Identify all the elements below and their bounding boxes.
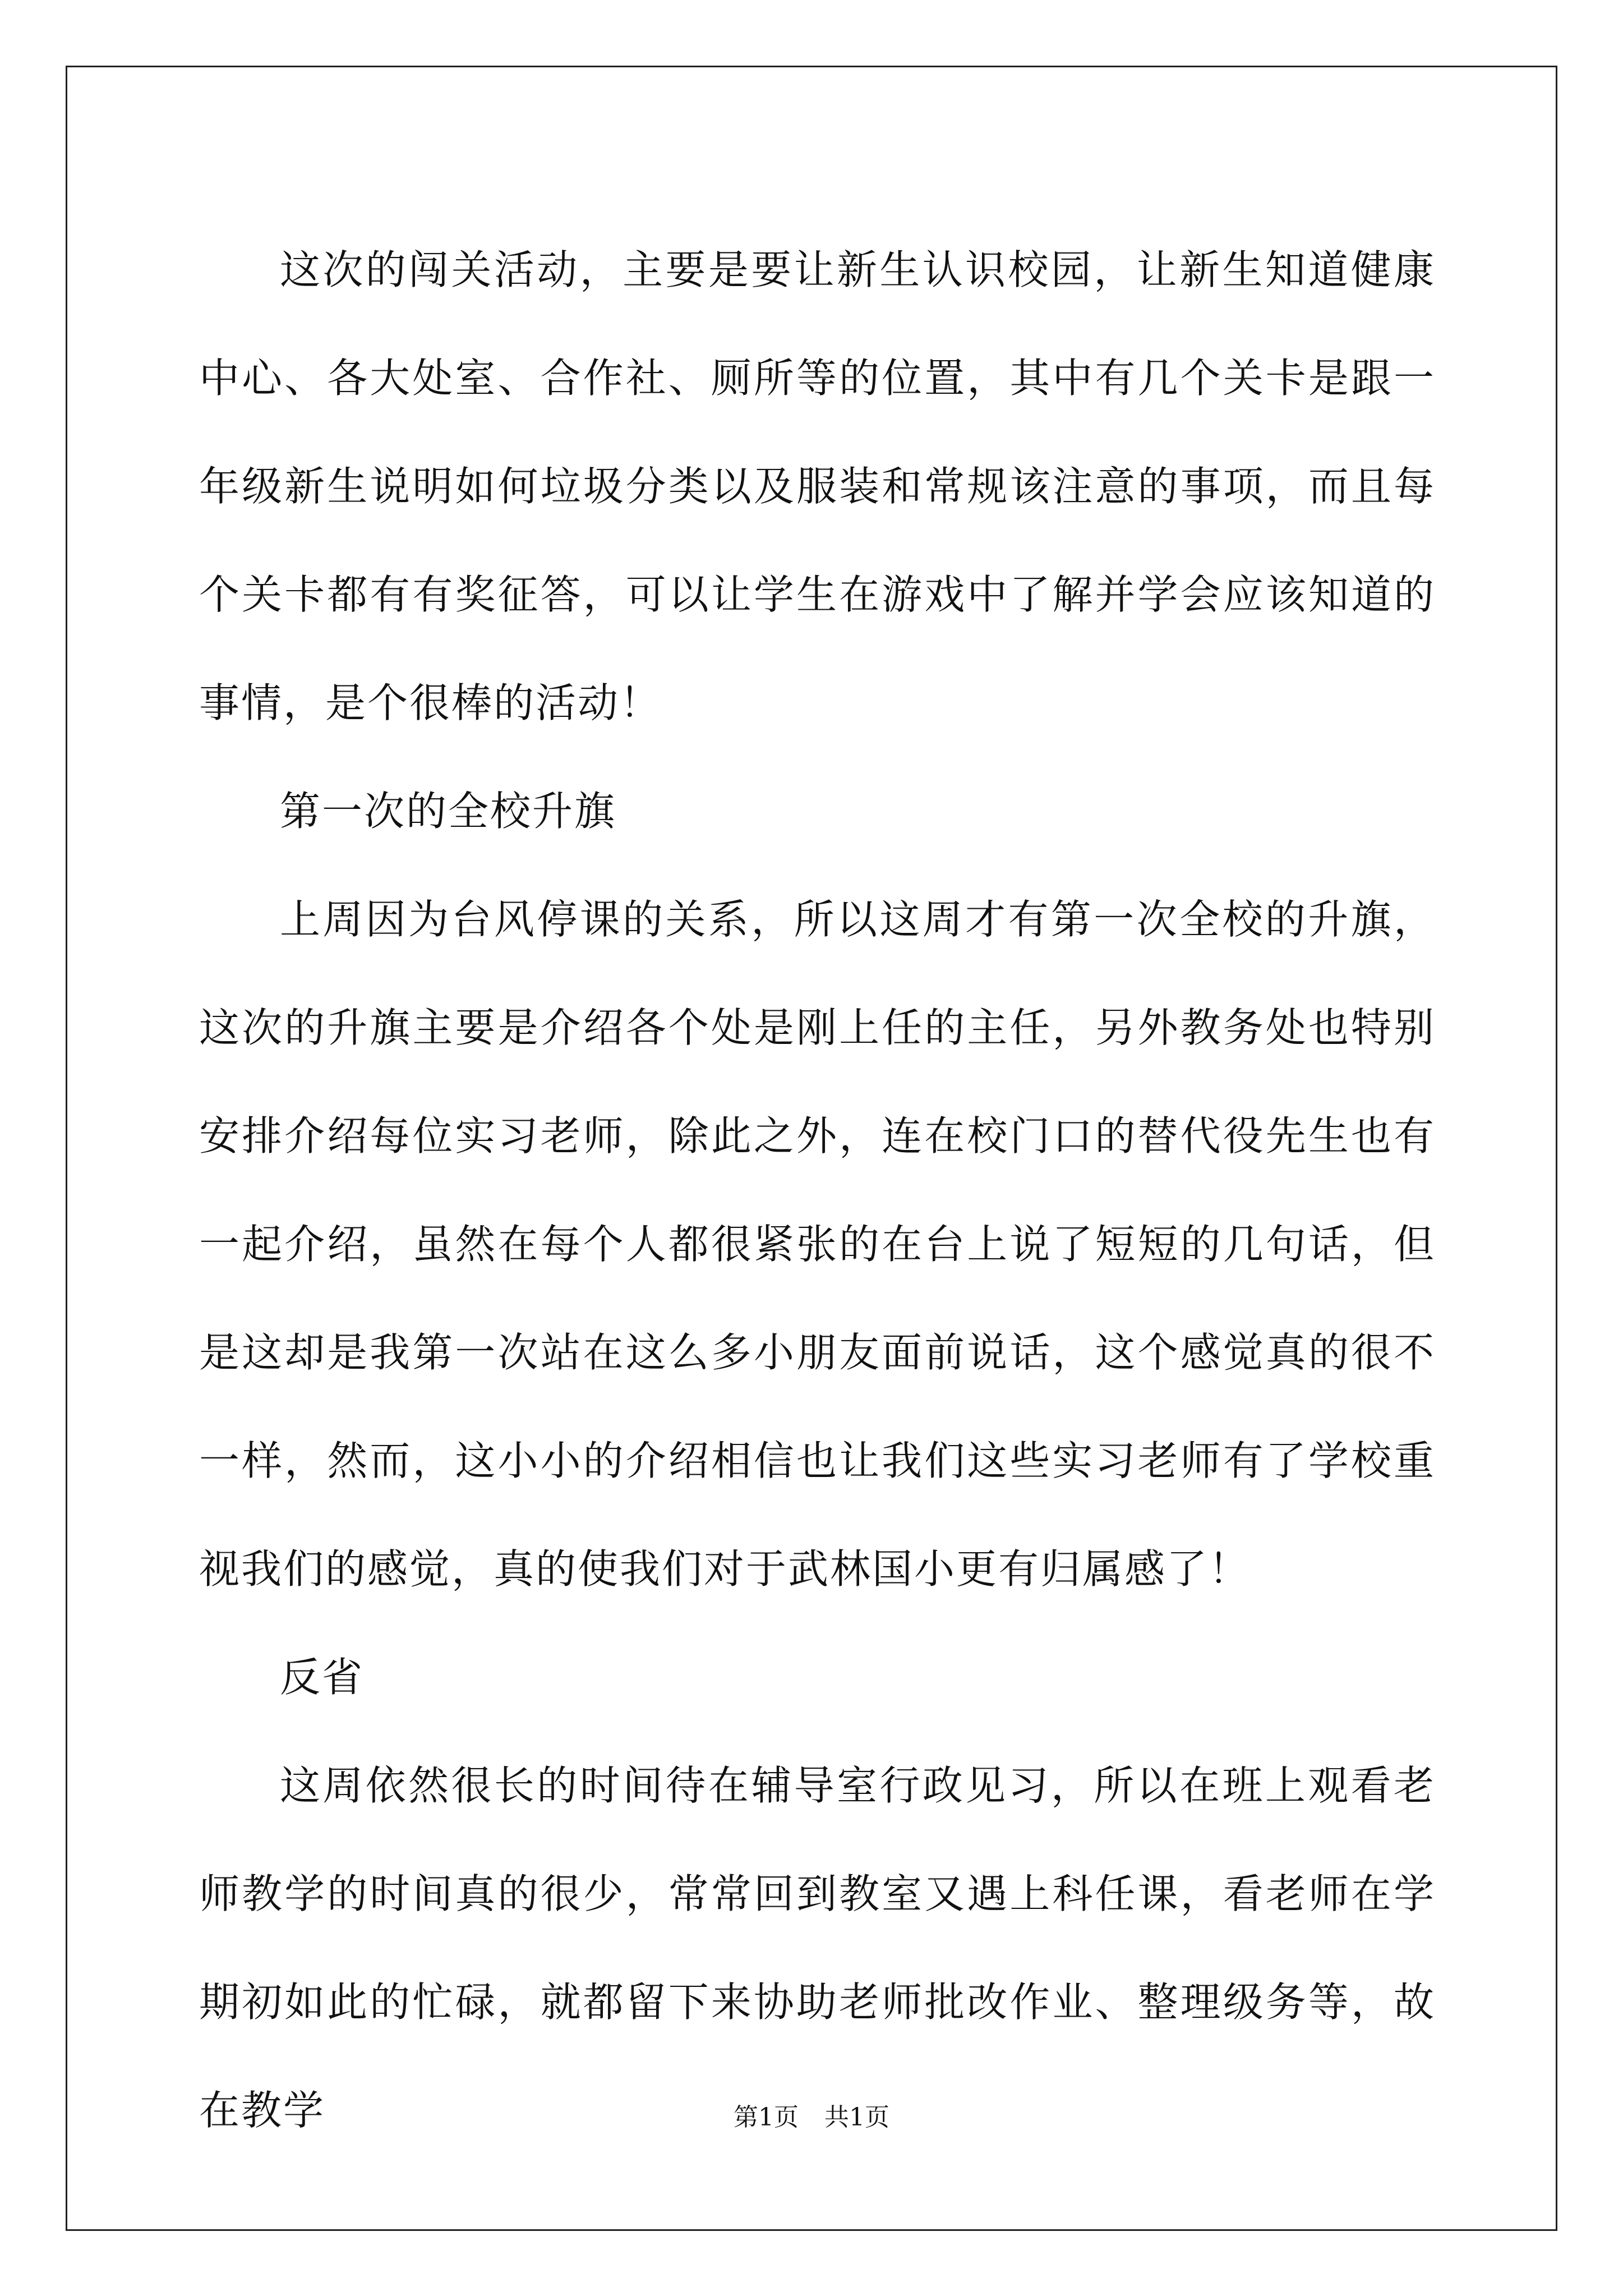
page-total: 共1页 xyxy=(824,2103,889,2132)
heading-reflection: 反省 xyxy=(280,1654,365,1701)
heading-first-flag-raising: 第一次的全校升旗 xyxy=(280,788,617,835)
page-footer xyxy=(0,2101,1623,2134)
page-number: 第1页 xyxy=(734,2103,799,2132)
document-body xyxy=(199,216,1436,2165)
paragraph-reflection: 这周依然很长的时间待在辅导室行政见习，所以在班上观看老师教学的时间真的很少，常常回到教室又遇上科任课，看老师在学期初如此的忙碌，就都留下来协助老师批改作业、整理级务等，故在教学 xyxy=(199,1762,1436,2134)
paragraph-flag-raising: 上周因为台风停课的关系，所以这周才有第一次全校的升旗，这次的升旗主要是介绍各个处是刚上任的主任，另外教务处也特别安排介绍每位实习老师，除此之外，连在校门口的替代役先生也有一起介绍，虽然在每个人都很紧张的在台上说了短短的几句话，但是这却是我第一次站在这么多小朋友面前说话，这个感觉真的很不一样，然而，这小小的介绍相信也让我们这些实习老师有了学校重视我们的感觉，真的使我们对于武林国小更有归属感了！ xyxy=(199,896,1436,1593)
paragraph-orientation-activity: 这次的闯关活动，主要是要让新生认识校园，让新生知道健康中心、各大处室、合作社、厕所等的位置，其中有几个关卡是跟一年级新生说明如何垃圾分类以及服装和常规该注意的事项，而且每个关卡都有有奖征答，可以让学生在游戏中了解并学会应该知道的事情，是个很棒的活动！ xyxy=(199,246,1436,726)
